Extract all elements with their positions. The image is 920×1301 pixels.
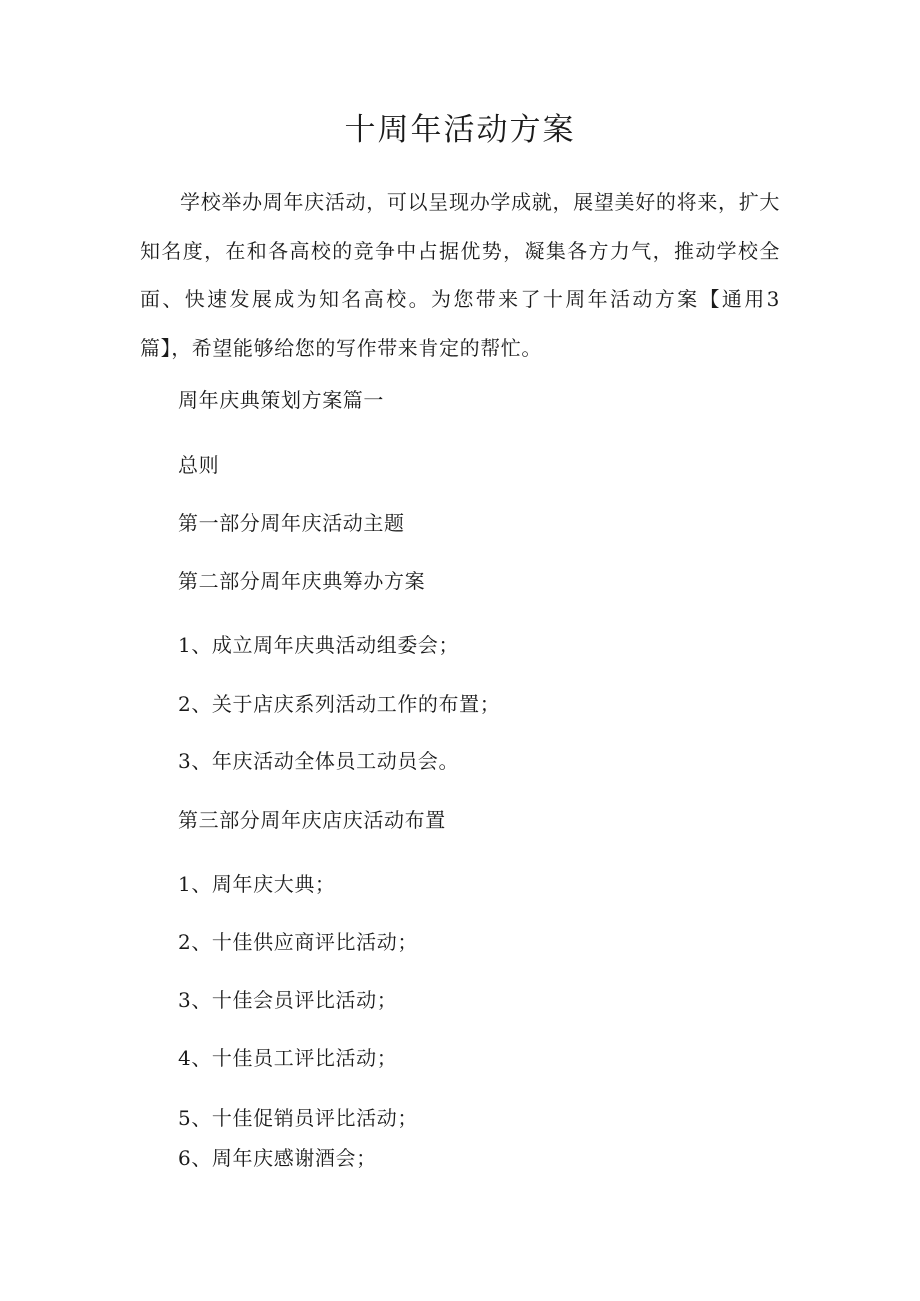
intro-paragraph: 学校举办周年庆活动，可以呈现办学成就，展望美好的将来，扩大知名度，在和各高校的竞争中占据优势，凝集各方力气，推动学校全面、快速发展成为知名高校。为您带来了十周年活动方案【通用3篇】，希望能够给您的写作带来肯定的帮忙。 <box>140 190 780 360</box>
list-item: 3、十佳会员评比活动； <box>178 988 398 1012</box>
list-item: 3、年庆活动全体员工动员会。 <box>178 749 460 773</box>
list-item: 5、十佳促销员评比活动； <box>178 1106 418 1130</box>
section-heading: 总则 <box>178 453 220 477</box>
section-heading: 第一部分周年庆活动主题 <box>178 511 405 535</box>
list-item: 2、十佳供应商评比活动； <box>178 930 418 954</box>
section-heading: 第三部分周年庆店庆活动布置 <box>178 808 446 832</box>
section-heading: 周年庆典策划方案篇一 <box>178 388 384 412</box>
section-heading: 第二部分周年庆典筹办方案 <box>178 569 426 593</box>
document-title: 十周年活动方案 <box>344 112 576 148</box>
list-item: 2、关于店庆系列活动工作的布置； <box>178 692 501 716</box>
list-item: 6、周年庆感谢酒会； <box>178 1146 377 1170</box>
list-item: 1、成立周年庆典活动组委会； <box>178 633 460 657</box>
list-item: 1、周年庆大典； <box>178 872 336 896</box>
list-item: 4、十佳员工评比活动； <box>178 1046 398 1070</box>
